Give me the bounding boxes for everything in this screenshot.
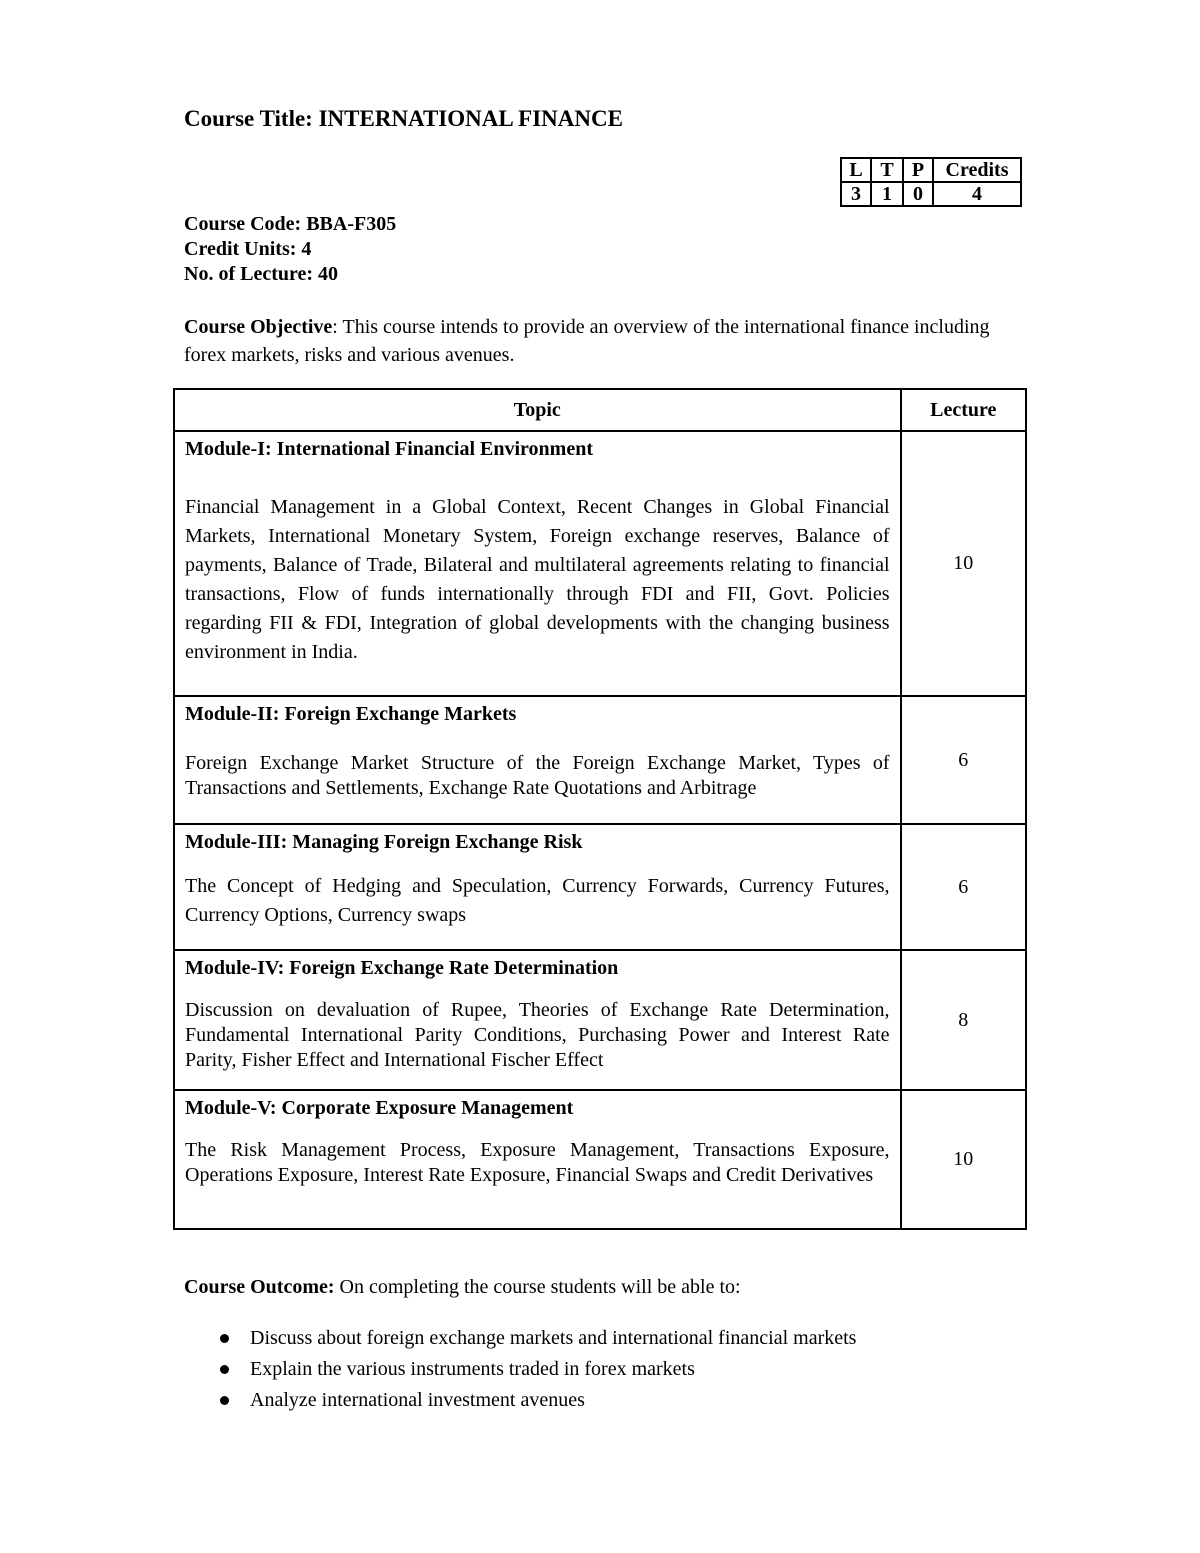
course-title <box>184 106 623 132</box>
objective-label: Course Objective <box>184 316 333 338</box>
bullet-icon <box>220 1334 229 1343</box>
course-outcome <box>184 1276 741 1299</box>
module-row <box>174 950 1026 1090</box>
course-title-label: Course Title: <box>184 106 313 131</box>
ltp-header-credits: Credits <box>933 158 1021 182</box>
course-objective <box>184 313 1004 369</box>
outcome-label: Course Outcome: <box>184 1276 335 1298</box>
outcome-list <box>216 1324 856 1417</box>
ltp-value-t: 1 <box>871 182 903 206</box>
module-title: Module-III: Managing Foreign Exchange Risk <box>185 831 583 853</box>
module-topic-cell <box>174 431 901 696</box>
module-description: Discussion on devaluation of Rupee, Theories of Exchange Rate Determination, Fundamental International Parity Conditions, Purchasing Power and Interest Rate Parity, Fisher Effect and International Fischer Effect <box>185 999 890 1071</box>
course-meta <box>184 212 396 287</box>
objective-text: : This course intends to provide an overview of the international finance including forex markets, risks and various avenues. <box>184 316 990 366</box>
module-topic-cell <box>174 950 901 1090</box>
course-title-value: INTERNATIONAL FINANCE <box>318 106 623 131</box>
module-topic-cell <box>174 696 901 824</box>
module-lecture-count: 10 <box>901 1090 1026 1229</box>
outcome-item <box>216 1355 856 1386</box>
lecture-header: Lecture <box>901 389 1026 431</box>
ltp-header-t: T <box>871 158 903 182</box>
outcome-intro: On completing the course students will be able to: <box>334 1276 741 1298</box>
topic-header: Topic <box>174 389 901 431</box>
bullet-icon <box>220 1396 229 1405</box>
ltp-header-row <box>841 158 1021 182</box>
ltp-header-l: L <box>841 158 871 182</box>
ltp-value-credits: 4 <box>933 182 1021 206</box>
lecture-count: No. of Lecture: 40 <box>184 263 339 285</box>
ltp-value-row <box>841 182 1021 206</box>
outcome-item <box>216 1324 856 1355</box>
module-title: Module-V: Corporate Exposure Management <box>185 1097 574 1119</box>
module-description: Foreign Exchange Market Structure of the Foreign Exchange Market, Types of Transactions and Settlements, Exchange Rate Quotations and Arbitrage <box>185 752 890 799</box>
ltp-value-l: 3 <box>841 182 871 206</box>
course-code: Course Code: BBA-F305 <box>184 213 397 235</box>
module-title: Module-IV: Foreign Exchange Rate Determination <box>185 957 619 979</box>
outcome-item-text: Discuss about foreign exchange markets and international financial markets <box>250 1327 857 1349</box>
ltp-credits-table <box>840 157 1022 207</box>
module-description: Financial Management in a Global Context, Recent Changes in Global Financial Markets, International Monetary System, Foreign exchange reserves, Balance of payments, Balance of Trade, Bilateral and multilateral agreements relating to financial transactions, Flow of funds internationally through FDI and FII, Govt. Policies regarding FII & FDI, Integration of global developments with the changing business environment in India. <box>185 496 890 663</box>
outcome-item <box>216 1386 856 1417</box>
bullet-icon <box>220 1365 229 1374</box>
ltp-header-p: P <box>903 158 933 182</box>
module-row <box>174 696 1026 824</box>
module-row <box>174 1090 1026 1229</box>
module-table-header <box>174 389 1026 431</box>
ltp-value-p: 0 <box>903 182 933 206</box>
module-topic-cell <box>174 1090 901 1229</box>
module-lecture-count: 10 <box>901 431 1026 696</box>
outcome-item-text: Explain the various instruments traded in forex markets <box>250 1358 695 1380</box>
module-row <box>174 824 1026 950</box>
module-table <box>173 388 1027 1230</box>
module-topic-cell <box>174 824 901 950</box>
outcome-item-text: Analyze international investment avenues <box>250 1389 585 1411</box>
module-title: Module-II: Foreign Exchange Markets <box>185 703 517 725</box>
module-lecture-count: 8 <box>901 950 1026 1090</box>
module-row <box>174 431 1026 696</box>
module-lecture-count: 6 <box>901 824 1026 950</box>
module-lecture-count: 6 <box>901 696 1026 824</box>
module-title: Module-I: International Financial Environment <box>185 438 593 460</box>
module-description: The Risk Management Process, Exposure Management, Transactions Exposure, Operations Exposure, Interest Rate Exposure, Financial Swaps and Credit Derivatives <box>185 1139 890 1186</box>
credit-units: Credit Units: 4 <box>184 238 312 260</box>
module-description: The Concept of Hedging and Speculation, Currency Forwards, Currency Futures, Currency Options, Currency swaps <box>185 875 890 926</box>
